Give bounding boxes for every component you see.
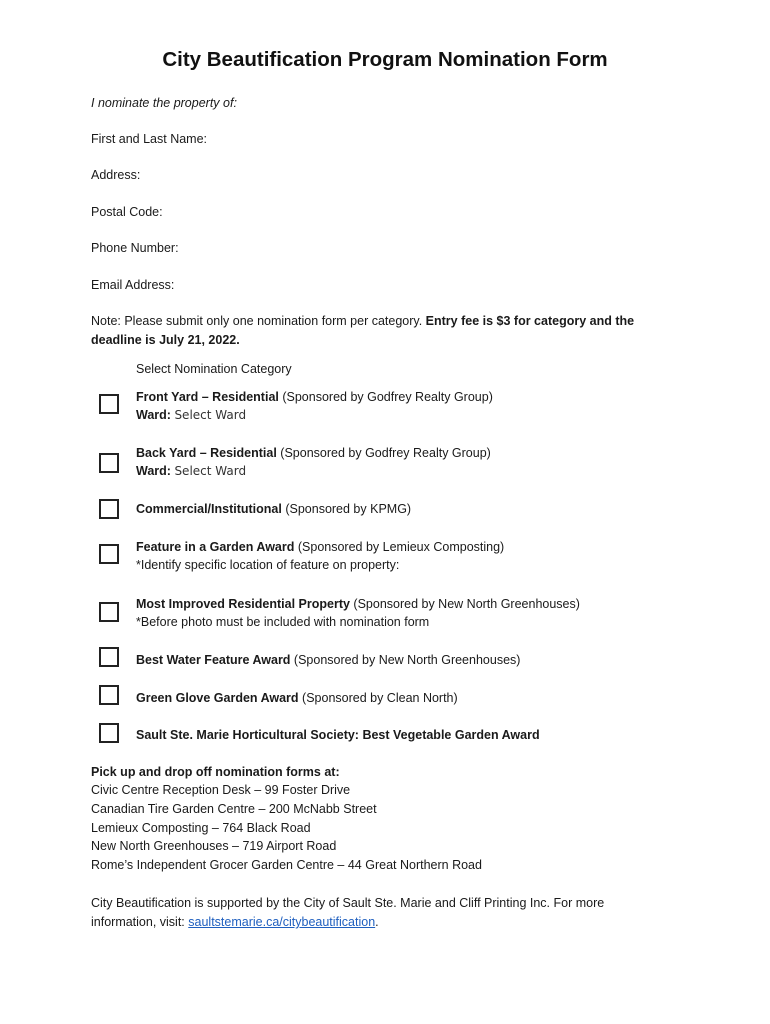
category-note: *Identify specific location of feature on property: <box>136 558 400 572</box>
pickup-location: Canadian Tire Garden Centre – 200 McNabb Street <box>91 802 377 816</box>
name-field-label[interactable]: First and Last Name: <box>91 132 208 146</box>
footer-suffix: . <box>375 915 379 929</box>
note-line-1 <box>91 313 634 329</box>
ward-select-dropdown[interactable]: Select Ward <box>174 408 247 422</box>
category-commercial <box>136 500 411 518</box>
green-glove-checkbox[interactable] <box>99 685 119 705</box>
pickup-location: Civic Centre Reception Desk – 99 Foster Drive <box>91 783 351 797</box>
category-note: *Before photo must be included with nomination form <box>136 615 430 629</box>
footer-text-line-2 <box>91 914 379 930</box>
city-beautification-link[interactable]: saultstemarie.ca/citybeautification <box>188 915 376 929</box>
category-name: Green Glove Garden Award <box>136 691 299 705</box>
category-name: Front Yard – Residential <box>136 390 279 404</box>
garden-feature-checkbox[interactable] <box>99 544 119 564</box>
category-sponsor: (Sponsored by Godfrey Realty Group) <box>278 390 493 404</box>
footer-prefix: information, visit: <box>91 915 189 929</box>
water-feature-checkbox[interactable] <box>99 647 119 667</box>
ward-label: Ward: <box>136 464 171 478</box>
note-plain: Note: Please submit only one nomination form per category. <box>91 314 426 328</box>
category-sponsor: (Sponsored by Godfrey Realty Group) <box>276 446 491 460</box>
category-heading: Select Nomination Category <box>136 362 292 376</box>
email-field-label[interactable]: Email Address: <box>91 278 175 292</box>
intro-text: I nominate the property of: <box>91 96 237 110</box>
category-green-glove <box>136 689 458 707</box>
most-improved-checkbox[interactable] <box>99 602 119 622</box>
category-sponsor: (Sponsored by New North Greenhouses) <box>349 597 580 611</box>
category-sponsor: (Sponsored by Lemieux Composting) <box>294 540 505 554</box>
category-name: Feature in a Garden Award <box>136 540 295 554</box>
postal-code-field-label[interactable]: Postal Code: <box>91 205 163 219</box>
phone-field-label[interactable]: Phone Number: <box>91 241 179 255</box>
category-garden-feature <box>136 538 504 574</box>
category-front-yard <box>136 388 493 424</box>
category-sponsor: (Sponsored by KPMG) <box>281 502 412 516</box>
note-line-2: deadline is July 21, 2022. <box>91 333 240 347</box>
category-water-feature <box>136 651 520 669</box>
footer-text-line-1: City Beautification is supported by the City of Sault Ste. Marie and Cliff Printing Inc. For more <box>91 896 605 910</box>
pickup-heading: Pick up and drop off nomination forms at: <box>91 765 340 779</box>
note-bold-1: Entry fee is $3 for category and the <box>425 314 635 328</box>
category-vegetable-garden <box>136 726 540 744</box>
category-sponsor: (Sponsored by Clean North) <box>298 691 458 705</box>
category-name: Commercial/Institutional <box>136 502 282 516</box>
page-title: City Beautification Program Nomination Form <box>162 48 608 71</box>
address-field-label[interactable]: Address: <box>91 168 141 182</box>
pickup-location: Rome’s Independent Grocer Garden Centre – 44 Great Northern Road <box>91 858 482 872</box>
ward-label: Ward: <box>136 408 171 422</box>
category-most-improved <box>136 595 580 631</box>
category-name: Back Yard – Residential <box>136 446 277 460</box>
category-name: Sault Ste. Marie Horticultural Society: Best Vegetable Garden Award <box>136 728 540 742</box>
vegetable-garden-checkbox[interactable] <box>99 723 119 743</box>
back-yard-checkbox[interactable] <box>99 453 119 473</box>
front-yard-checkbox[interactable] <box>99 394 119 414</box>
pickup-location: Lemieux Composting – 764 Black Road <box>91 821 311 835</box>
pickup-location: New North Greenhouses – 719 Airport Road <box>91 839 337 853</box>
category-back-yard <box>136 444 491 480</box>
commercial-checkbox[interactable] <box>99 499 119 519</box>
ward-select-dropdown[interactable]: Select Ward <box>174 464 247 478</box>
category-sponsor: (Sponsored by New North Greenhouses) <box>290 653 521 667</box>
category-name: Most Improved Residential Property <box>136 597 350 611</box>
category-name: Best Water Feature Award <box>136 653 291 667</box>
